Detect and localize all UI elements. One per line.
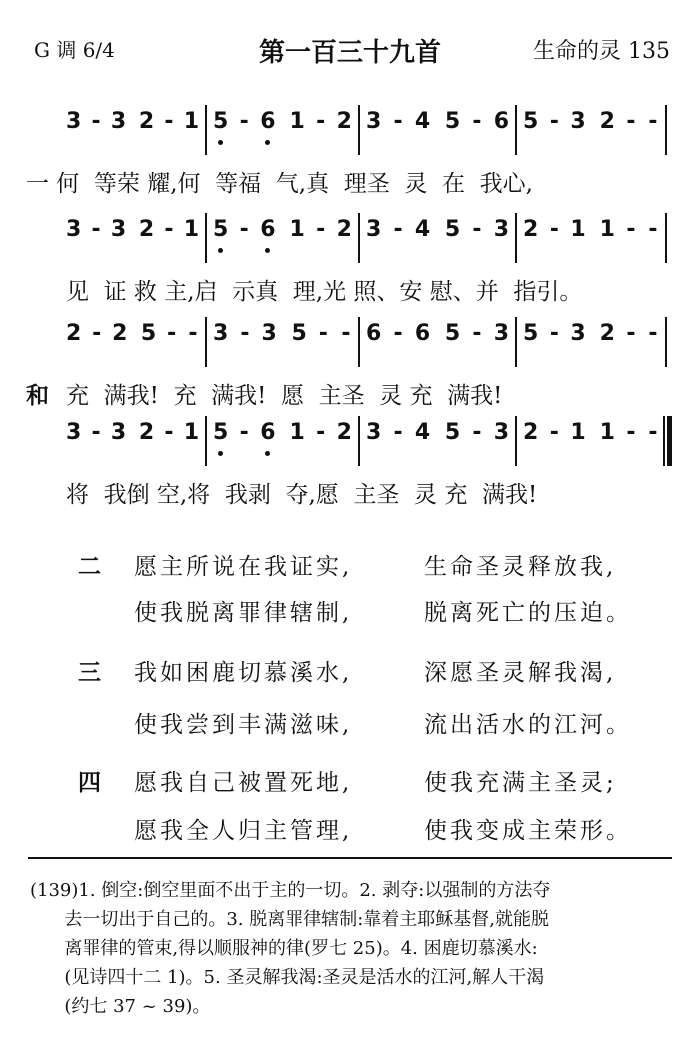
note-dash: - <box>188 321 198 346</box>
measure <box>207 317 358 367</box>
lyrics-text: 将 我倒 空,将 我剥 夺,愿 主圣 灵 充 满我! <box>66 482 538 508</box>
note: 2 <box>138 217 155 242</box>
bar-line <box>665 317 667 367</box>
footnote-line: 去一切出于自己的。3. 脱离罪律辖制:靠着主耶稣基督,就能脱 <box>30 909 550 930</box>
bar-line <box>515 416 517 466</box>
measure <box>360 317 515 367</box>
notation-row <box>60 213 670 263</box>
verse-number: 二 <box>78 553 101 580</box>
verse-text-left: 愿我全人归主管理, <box>134 818 353 844</box>
lyrics-row <box>60 476 670 516</box>
bar-line <box>358 416 360 466</box>
verse-text-right: 深愿圣灵解我渴, <box>424 660 617 686</box>
note-dash: - <box>240 321 250 346</box>
note: 3 <box>261 321 277 346</box>
note-dash: - <box>91 217 101 242</box>
note: 5 <box>291 321 307 346</box>
note: 1 <box>289 217 305 242</box>
note-dash: - <box>316 109 326 134</box>
footnote-line: 离罪律的管束,得以顺服神的律(罗七 25)。4. 困鹿切慕溪水: <box>30 938 538 959</box>
note: 3 <box>110 420 127 445</box>
note: 5 <box>444 420 461 445</box>
note-dash: - <box>316 217 326 242</box>
footnote-line: (约七 37 ~ 39)。 <box>30 996 211 1017</box>
bar-line <box>358 213 360 263</box>
note-dash: - <box>549 321 559 346</box>
note-dash: - <box>316 420 326 445</box>
note-dash: - <box>393 217 403 242</box>
note-dash: - <box>91 109 101 134</box>
verse-text-left: 愿主所说在我证实, <box>134 554 353 580</box>
note: 6 <box>260 416 275 450</box>
bar-line <box>663 416 665 466</box>
bar-line <box>515 317 517 367</box>
note: 2 <box>523 420 539 445</box>
note: 2 <box>336 217 352 242</box>
note-dash: - <box>164 420 174 445</box>
measure <box>60 105 205 155</box>
bar-line <box>515 213 517 263</box>
note: 5 <box>523 109 539 134</box>
footnote-line: (139)1. 倒空:倒空里面不出于主的一切。2. 剥夺:以强制的方法夺 <box>30 880 551 901</box>
measure <box>517 317 665 367</box>
note: 5 <box>444 321 461 346</box>
music-system <box>26 105 670 205</box>
music-system <box>26 317 670 417</box>
note-dash: - <box>164 217 174 242</box>
music-system <box>60 416 670 516</box>
lyrics-row <box>60 273 670 313</box>
bar-line <box>205 416 207 466</box>
note: 5 <box>213 105 228 139</box>
note: 2 <box>336 109 352 134</box>
note: 1 <box>289 109 305 134</box>
note-dash: - <box>239 217 249 242</box>
note: 2 <box>66 321 82 346</box>
note: 6 <box>366 321 382 346</box>
measure <box>360 213 515 263</box>
note-dash: - <box>626 321 636 346</box>
note: 2 <box>336 420 352 445</box>
note: 3 <box>110 109 127 134</box>
lyrics-prefix: 和 <box>26 382 49 409</box>
note: 3 <box>493 321 509 346</box>
note: 1 <box>183 217 199 242</box>
note: 5 <box>213 213 228 247</box>
note-dash: - <box>239 109 249 134</box>
key-signature: G 调 6/4 <box>34 38 115 62</box>
footnote <box>30 876 675 1021</box>
bar-line <box>205 213 207 263</box>
note: 3 <box>66 109 82 134</box>
note-dash: - <box>91 420 101 445</box>
verse-text-left: 我如困鹿切慕溪水, <box>134 660 353 686</box>
note: 1 <box>570 420 586 445</box>
bar-line <box>205 317 207 367</box>
note: 2 <box>523 217 539 242</box>
verse-number: 四 <box>78 769 101 796</box>
notation-row <box>60 317 670 367</box>
note: 6 <box>260 105 275 139</box>
note-dash: - <box>166 321 177 346</box>
note: 2 <box>599 109 615 134</box>
footnote-line: (见诗四十二 1)。5. 圣灵解我渴:圣灵是活水的江河,解人干渴 <box>30 967 545 988</box>
note-dash: - <box>549 420 559 445</box>
note-dash: - <box>92 321 102 346</box>
note-dash: - <box>239 420 249 445</box>
verse-text-right: 流出活水的江河。 <box>424 712 632 738</box>
note: 2 <box>138 109 155 134</box>
verse-text-right: 生命圣灵释放我, <box>424 554 617 580</box>
note-dash: - <box>648 321 658 346</box>
note-dash: - <box>626 109 636 134</box>
lyrics-text: 充 满我! 充 满我! 愿 主圣 灵 充 满我! <box>66 383 503 409</box>
note: 5 <box>444 109 461 134</box>
music-system <box>60 213 670 313</box>
note: 6 <box>260 213 275 247</box>
verse-text-left: 使我脱离罪律辖制, <box>134 600 353 626</box>
note: 3 <box>66 420 82 445</box>
measure <box>517 105 665 155</box>
note: 3 <box>366 217 382 242</box>
note-dash: - <box>393 109 403 134</box>
bar-line <box>665 105 667 155</box>
note: 3 <box>366 109 382 134</box>
note-dash: - <box>648 109 658 134</box>
note: 1 <box>570 217 586 242</box>
measure <box>360 416 515 466</box>
measure <box>517 213 665 263</box>
note: 3 <box>213 321 229 346</box>
note-dash: - <box>549 217 559 242</box>
lyrics-text: 一 何 等荣 耀,何 等福 气,真 理圣 灵 在 我心, <box>26 171 533 197</box>
measure <box>60 317 205 367</box>
note: 3 <box>493 217 509 242</box>
verse-text-right: 使我变成主荣形。 <box>424 818 632 844</box>
note-dash: - <box>648 420 658 445</box>
lyrics-text: 见 证 救 主,启 示真 理,光 照、安 慰、并 指引。 <box>66 279 583 305</box>
note-dash: - <box>472 420 482 445</box>
note: 3 <box>570 109 586 134</box>
note: 5 <box>213 416 228 450</box>
note-dash: - <box>393 321 403 346</box>
note: 4 <box>414 420 431 445</box>
note: 1 <box>183 420 199 445</box>
note: 3 <box>110 217 127 242</box>
measure <box>517 416 665 466</box>
note-dash: - <box>626 217 636 242</box>
note: 4 <box>414 109 431 134</box>
note: 3 <box>366 420 382 445</box>
note-dash: - <box>164 109 174 134</box>
note-dash: - <box>318 321 328 346</box>
measure <box>207 105 358 155</box>
notation-row <box>60 105 670 155</box>
note: 6 <box>414 321 431 346</box>
note: 6 <box>493 109 509 134</box>
bar-line <box>205 105 207 155</box>
lyrics-row <box>26 377 670 417</box>
bar-line <box>515 105 517 155</box>
note: 5 <box>140 321 157 346</box>
note-dash: - <box>472 109 482 134</box>
verse-text-right: 使我充满主圣灵; <box>424 770 617 796</box>
measure <box>207 213 358 263</box>
hymn-title: 第一百三十九首 <box>258 38 441 68</box>
bar-line <box>358 317 360 367</box>
measure <box>60 213 205 263</box>
verse-text-left: 使我尝到丰满滋味, <box>134 712 353 738</box>
note: 5 <box>444 217 461 242</box>
verse-number: 三 <box>78 659 101 686</box>
final-bar-line <box>667 416 672 466</box>
verse-text-left: 愿我自己被置死地, <box>134 770 353 796</box>
footnote-divider <box>28 857 672 859</box>
bar-line <box>358 105 360 155</box>
lyrics-row <box>26 165 670 205</box>
verse-text-right: 脱离死亡的压迫。 <box>424 600 632 626</box>
note: 4 <box>414 217 431 242</box>
note: 1 <box>599 217 615 242</box>
note: 1 <box>289 420 305 445</box>
note-dash: - <box>648 217 658 242</box>
note-dash: - <box>393 420 403 445</box>
note: 1 <box>599 420 615 445</box>
note: 3 <box>493 420 509 445</box>
note: 3 <box>66 217 82 242</box>
note-dash: - <box>472 321 482 346</box>
note: 5 <box>523 321 539 346</box>
bar-line <box>665 213 667 263</box>
measure <box>207 416 358 466</box>
note: 3 <box>570 321 586 346</box>
note: 2 <box>138 420 155 445</box>
note-dash: - <box>472 217 482 242</box>
notation-row <box>60 416 670 466</box>
note-dash: - <box>626 420 636 445</box>
note: 1 <box>183 109 199 134</box>
note: 2 <box>599 321 615 346</box>
measure <box>360 105 515 155</box>
note-dash: - <box>341 321 351 346</box>
hymn-source: 生命的灵 135 <box>533 39 670 64</box>
note-dash: - <box>549 109 559 134</box>
note: 2 <box>112 321 128 346</box>
measure <box>60 416 205 466</box>
